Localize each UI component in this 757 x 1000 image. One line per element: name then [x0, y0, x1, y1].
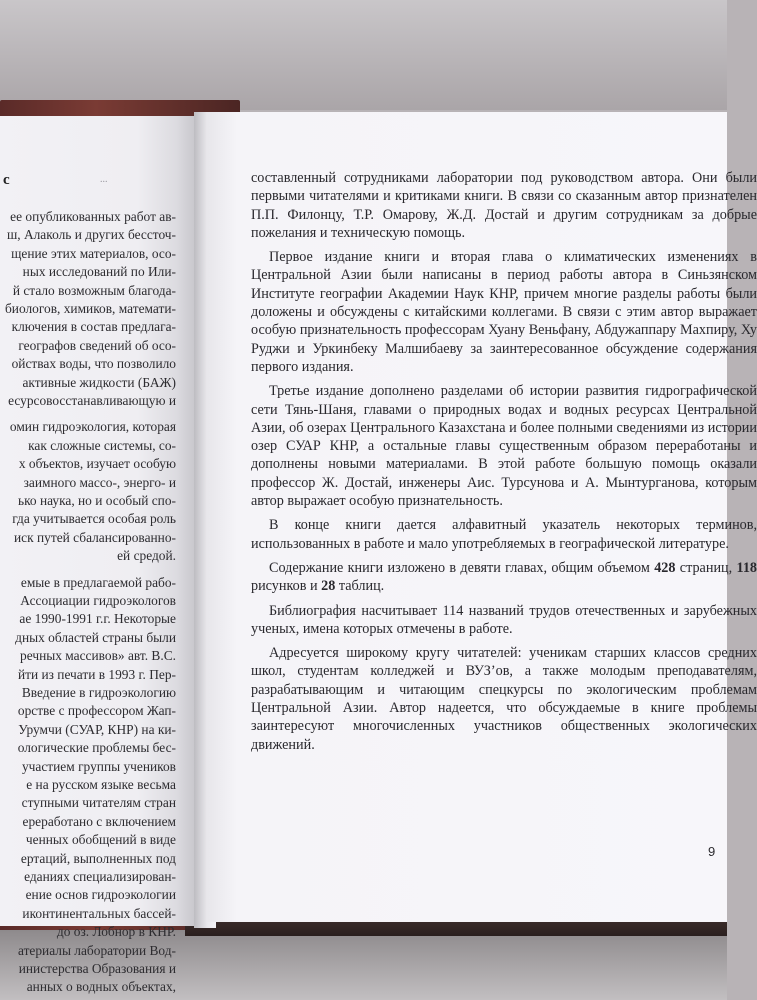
left-page-line: ае 1990-1991 г.г. Некоторые	[19, 611, 176, 627]
left-page-heading: с	[3, 172, 10, 188]
left-page-line: ключения в состав предлага-	[11, 319, 176, 335]
left-page-line: еданиях специализирован-	[24, 869, 176, 884]
left-page	[0, 116, 196, 995]
left-page-line: активные жидкости (БАЖ)	[22, 374, 176, 390]
p5-text-c: рисунков и	[251, 578, 322, 595]
left-page-line: заимного массо-, энерго- и	[23, 474, 176, 490]
left-page-line: Ассоциации гидроэкологов	[20, 593, 176, 608]
left-page-line: речных массивов» авт. В.С.	[20, 648, 176, 664]
left-page-line: х объектов, изучает особую	[18, 456, 176, 472]
right-page-text	[251, 169, 757, 760]
left-page-faint-header: ...	[100, 174, 108, 185]
figure-count: 118	[736, 559, 757, 576]
left-page-line: дных областей страны были	[15, 629, 176, 645]
page-count: 428	[654, 559, 676, 576]
left-page-line: орстве с профессором Жап-	[17, 703, 176, 719]
left-page-line: атериалы лаборатории Вод-	[17, 942, 176, 958]
left-page-text	[0, 116, 196, 995]
left-page-line: ологические проблемы бес-	[17, 740, 176, 756]
left-page-line: Введение в гидроэкологию	[21, 685, 176, 700]
paragraph-5	[251, 559, 757, 596]
left-page-line: йти из печати в 1993 г. Пер-	[17, 666, 176, 682]
paragraph-7: Адресуется широкому кругу читателей: ученикам старших классов средних школ, студентам колледжей и ВУЗ’ов, а также молодым преподавателям, разрабатывающим и читающим спецкурсы по экологическим проблемам Центральной Азии. Автор надеется, что обсуждаемые в книге проблемы заинтересуют многочисленных участников общественных экологических движений.	[251, 645, 757, 753]
left-page-line: ько наука, но и особый спо-	[17, 493, 176, 508]
left-page-line: ступными читателям стран	[21, 795, 176, 811]
left-page-line: биологов, химиков, математи-	[4, 301, 176, 316]
left-page-line: ертаций, выполненных под	[20, 850, 176, 866]
left-page-line: Урумчи (СУАР, КНР) на ки-	[18, 721, 176, 737]
left-page-line: как сложные системы, со-	[28, 437, 176, 453]
left-page-line: й стало возможным благода-	[12, 282, 176, 298]
p5-text-a: Содержание книги изложено в девяти главах, общим объемом	[269, 559, 655, 576]
left-page-line: до оз. Лобнор в КНР.	[56, 924, 176, 940]
table-count: 28	[321, 578, 336, 595]
page-number: 9	[708, 844, 716, 859]
left-page-line: ение основ гидроэкологии	[25, 887, 176, 903]
left-page-line: инистерства Образования и	[18, 961, 176, 976]
left-page-line: анных о водных объектах,	[26, 979, 176, 995]
left-page-line: е на русском языке весьма	[26, 777, 176, 792]
left-page-line: ш, Алаколь и других бессточ-	[6, 227, 176, 243]
left-page-line: гда учитывается особая роль	[12, 511, 176, 527]
right-page	[206, 112, 757, 922]
left-page-line: емые в предлагаемой рабо-	[20, 574, 176, 590]
paragraph-4: В конце книги дается алфавитный указатель некоторых терминов, использованных в работе и мало употребляемых в географической литературе.	[251, 517, 757, 552]
left-page-line: ее опубликованных работ ав-	[10, 209, 176, 224]
paragraph-3: Третье издание дополнено разделами об истории развития гидрографической сети Тянь-Шаня, главами о природных водах и водных ресурсах Центральной Азии, об озерах Центрального Казахстана и более полными сведениями из истории озер СУАР КНР, а остальные главы существенным образом переработаны и дополнены новыми материалами. В этой работе большую помощь оказали профессор Ж. Достай, инженеры Аис. Турсунова и А. Мынтурганова, которым автор выражает особую признательность.	[251, 383, 757, 510]
left-page-line: ченных обобщений в виде	[25, 832, 176, 848]
left-page-line: иконтинентальных бассей-	[22, 905, 176, 921]
left-page-line: ей средой.	[117, 548, 176, 564]
paragraph-6: Библиография насчитывает 114 названий трудов отечественных и зарубежных ученых, имена которых отмечены в работе.	[251, 602, 757, 637]
p5-text-d: таблиц.	[335, 578, 385, 595]
p5-text-b: страниц,	[675, 559, 737, 576]
left-page-line: географов сведений об осо-	[18, 337, 176, 353]
left-page-line: участием группы учеников	[21, 758, 176, 774]
left-page-line: омин гидроэкология, которая	[9, 419, 176, 435]
scan-background-top	[0, 0, 727, 110]
left-page-line: ных исследований по Или-	[22, 264, 176, 280]
left-page-line: иск путей сбалансированно-	[14, 529, 176, 545]
paragraph-1: составленный сотрудниками лаборатории под руководством автора. Они были первыми читателями и критиками книги. В связи со сказанным автор признателен П.П. Филонцу, Т.Р. Омарову, Ж.Д. Достай и другим сотрудникам за добрые пожелания и техническую помощь.	[251, 170, 757, 241]
left-page-line: ойствах воды, что позволило	[11, 356, 176, 372]
left-page-line: щение этих материалов, осо-	[11, 245, 176, 261]
left-page-line: ереработано с включением	[22, 813, 176, 829]
left-page-line: есурсовосстанавливающую и	[8, 393, 176, 408]
paragraph-2: Первое издание книги и вторая глава о климатических изменениях в Центральной Азии были написаны в период работы автора в Синьзянском Институте географии Академии Наук КНР, причем многие разделы работы были доложены и обсуждены с китайскими коллегами. В связи с этим автор выражает особую признательность профессорам Хуану Веньфану, Абдужаппару Махпиру, Ху Руджи и Уркинбеку Малшибаеву за заинтересованное обсуждение содержания первого издания.	[251, 249, 757, 375]
